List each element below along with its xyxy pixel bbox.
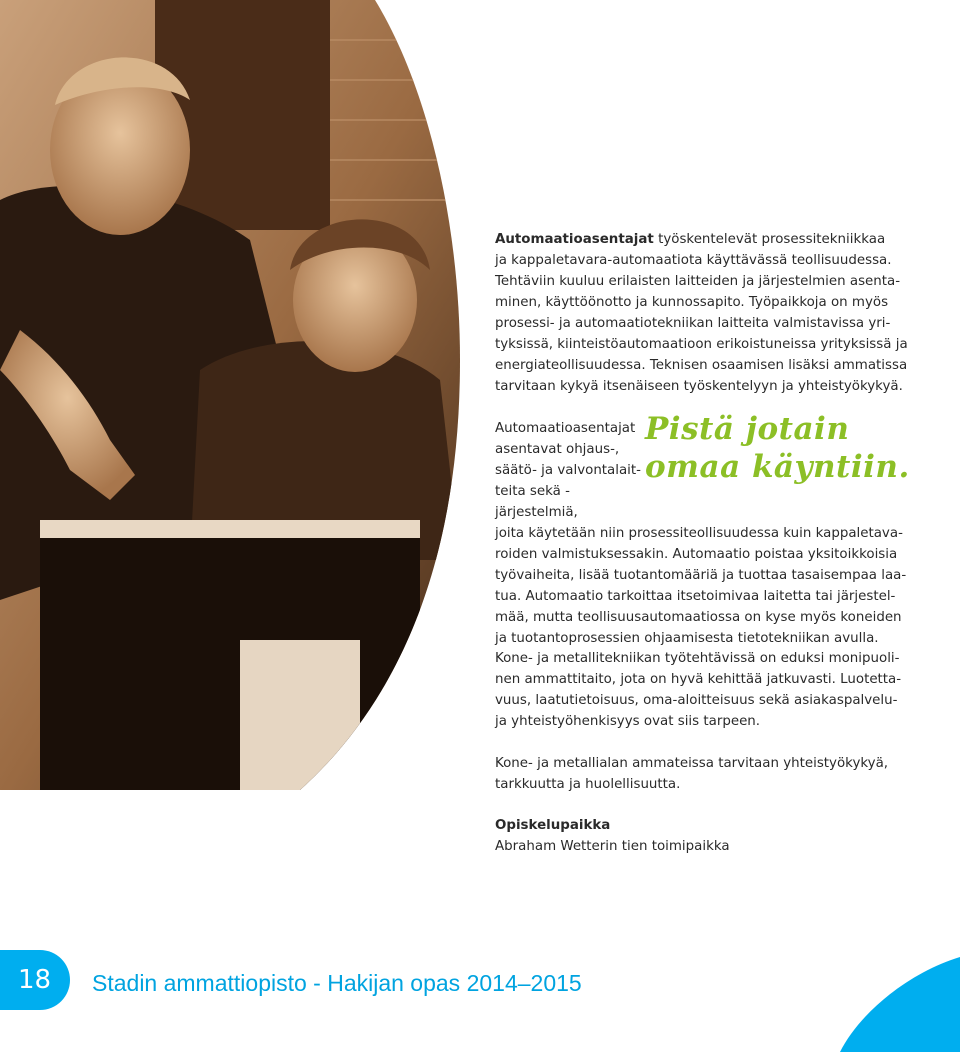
automation-lead: Automaatioasentajat asentavat ohjaus-, säätö- ja valvontalait- teita sekä -järjestelmiä, — [495, 421, 641, 520]
slogan-line-2: omaa käyntiin. — [645, 449, 910, 485]
corner-decoration — [840, 952, 960, 1052]
page-number: 18 — [0, 950, 70, 1010]
term-automaatioasentajat: Automaatioasentajat — [495, 232, 654, 247]
intro-paragraph: Automaatioasentajat työskentelevät prosessitekniikkaa ja kappaletavara-automaatiota käyttävässä teollisuudessa. Tehtäviin kuuluu erilaisten laitteiden ja järjestelmien asenta- minen, käyttöönotto ja kunnossapito. Työpaikkoja on myös prosessi- ja automaatiotekniikan laitteita valmistavissa yri- tyksissä, kiinteistöautomaatioon erikoistuneissa yrityksissä ja energiateollisuudessa. Teknisen osaamisen lisäksi ammatissa tarvitaan kykyä itsenäiseen työskentelyyn ja yhteistyökykyä. — [495, 232, 908, 394]
study-place-section — [495, 815, 935, 857]
footer-title: Stadin ammattiopisto - Hakijan opas 2014–2015 — [92, 970, 582, 996]
study-place-name: Abraham Wetterin tien toimipaikka — [495, 839, 730, 854]
metal-skills-paragraph: Kone- ja metallitekniikan työtehtävissä on eduksi monipuoli- nen ammattitaito, jota on hyvä kehittää jatkuvasti. Luotetta- vuus, laatutietoisuus, oma-aloitteisuus sekä asiakaspalvelu- ja yhteistyöhenkisyys ovat siis tarpeen. — [495, 651, 902, 729]
automation-paragraph: Automaatioasentajat asentavat ohjaus-, säätö- ja valvontalait- teita sekä -järjestelmiä, joita käytetään niin prosessiteollisuudessa kuin kappaletava- roiden valmistuksessakin. Automaatio poistaa yksitoikkoisia työvaiheita, lisää tuotantomääriä ja tuottaa tasaisempaa laa- tua. Automaatio tarkoittaa itsetoimivaa laitetta tai järjestel- mää, mutta teollisuusautomaatiossa on kyse myös koneiden ja tuotantoprosessien ohjaamisesta tietotekniikan avulla. — [495, 418, 935, 649]
study-place-heading: Opiskelupaikka — [495, 818, 611, 833]
metal-qualities-paragraph: Kone- ja metallialan ammateissa tarvitaan yhteistyökykyä, tarkkuutta ja huolellisuutta. — [495, 756, 889, 792]
slogan-line-1: Pistä jotain — [645, 411, 850, 447]
